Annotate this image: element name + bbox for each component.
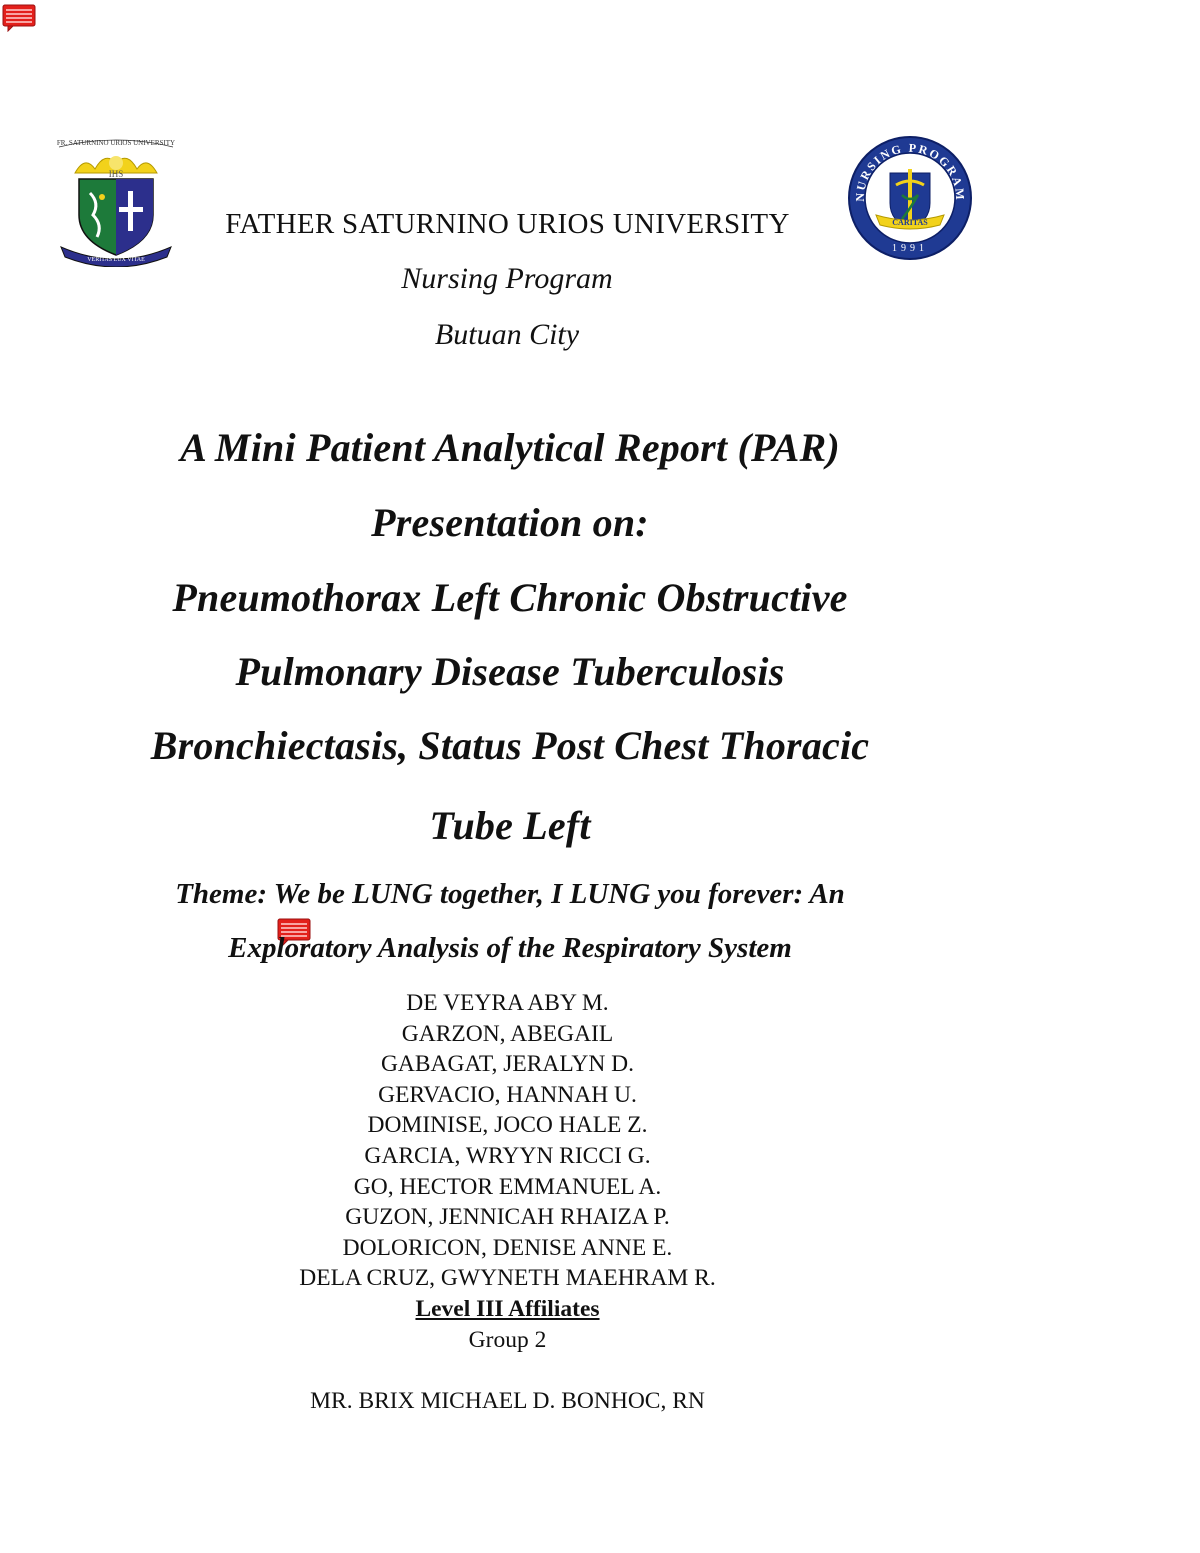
member-name: GUZON, JENNICAH RHAIZA P. bbox=[345, 1204, 670, 1231]
member-name: GABAGAT, JERALYN D. bbox=[380, 1051, 635, 1078]
city-name: Butuan City bbox=[434, 318, 580, 351]
theme-line: Exploratory Analysis of the Respiratory System bbox=[228, 932, 792, 964]
report-title-line: Tube Left bbox=[429, 803, 591, 848]
theme-line: Theme: We be LUNG together, I LUNG you forever: An bbox=[175, 878, 845, 910]
member-name: GERVACIO, HANNAH U. bbox=[378, 1081, 637, 1108]
member-name: GARCIA, WRYYN RICCI G. bbox=[364, 1142, 651, 1169]
member-name: GO, HECTOR EMMANUEL A. bbox=[353, 1173, 662, 1200]
program-name: Nursing Program bbox=[401, 262, 613, 295]
level-label: Level III Affiliates bbox=[415, 1295, 600, 1322]
member-name: GARZON, ABEGAIL bbox=[401, 1020, 614, 1047]
svg-text:1991: 1991 bbox=[892, 243, 928, 254]
member-name: DELA CRUZ, GWYNETH MAEHRAM R. bbox=[299, 1265, 716, 1292]
comment-icon[interactable] bbox=[2, 4, 36, 30]
member-name: DOMINISE, JOCO HALE Z. bbox=[367, 1112, 648, 1139]
report-title-line: Bronchiectasis, Status Post Chest Thoracic bbox=[150, 723, 870, 768]
svg-text:VERITAS LUX VITAE: VERITAS LUX VITAE bbox=[87, 257, 145, 263]
group-label: Group 2 bbox=[468, 1326, 547, 1353]
svg-text:IHS: IHS bbox=[108, 169, 124, 179]
svg-text:FR. SATURNINO URIOS UNIVERSITY: FR. SATURNINO URIOS UNIVERSITY bbox=[56, 139, 176, 147]
member-list bbox=[200, 988, 815, 1355]
svg-text:CARITAS: CARITAS bbox=[892, 218, 928, 227]
clinical-instructor-name: MR. BRIX MICHAEL D. BONHOC, RN bbox=[310, 1388, 705, 1414]
report-title-line: Pulmonary Disease Tuberculosis bbox=[235, 649, 785, 694]
member-name: DE VEYRA ABY M. bbox=[406, 990, 609, 1016]
svg-text:NURSING PROGRAM: NURSING PROGRAM bbox=[852, 140, 968, 202]
university-name: FATHER SATURNINO URIOS UNIVERSITY bbox=[225, 208, 790, 240]
nursing-program-seal-logo bbox=[846, 133, 974, 263]
report-title-line: A Mini Patient Analytical Report (PAR) bbox=[180, 425, 840, 470]
member-name: DOLORICON, DENISE ANNE E. bbox=[342, 1234, 673, 1261]
report-title-line: Pneumothorax Left Chronic Obstructive bbox=[172, 575, 848, 620]
report-title-line: Presentation on: bbox=[371, 500, 649, 545]
university-seal-logo bbox=[55, 133, 177, 267]
